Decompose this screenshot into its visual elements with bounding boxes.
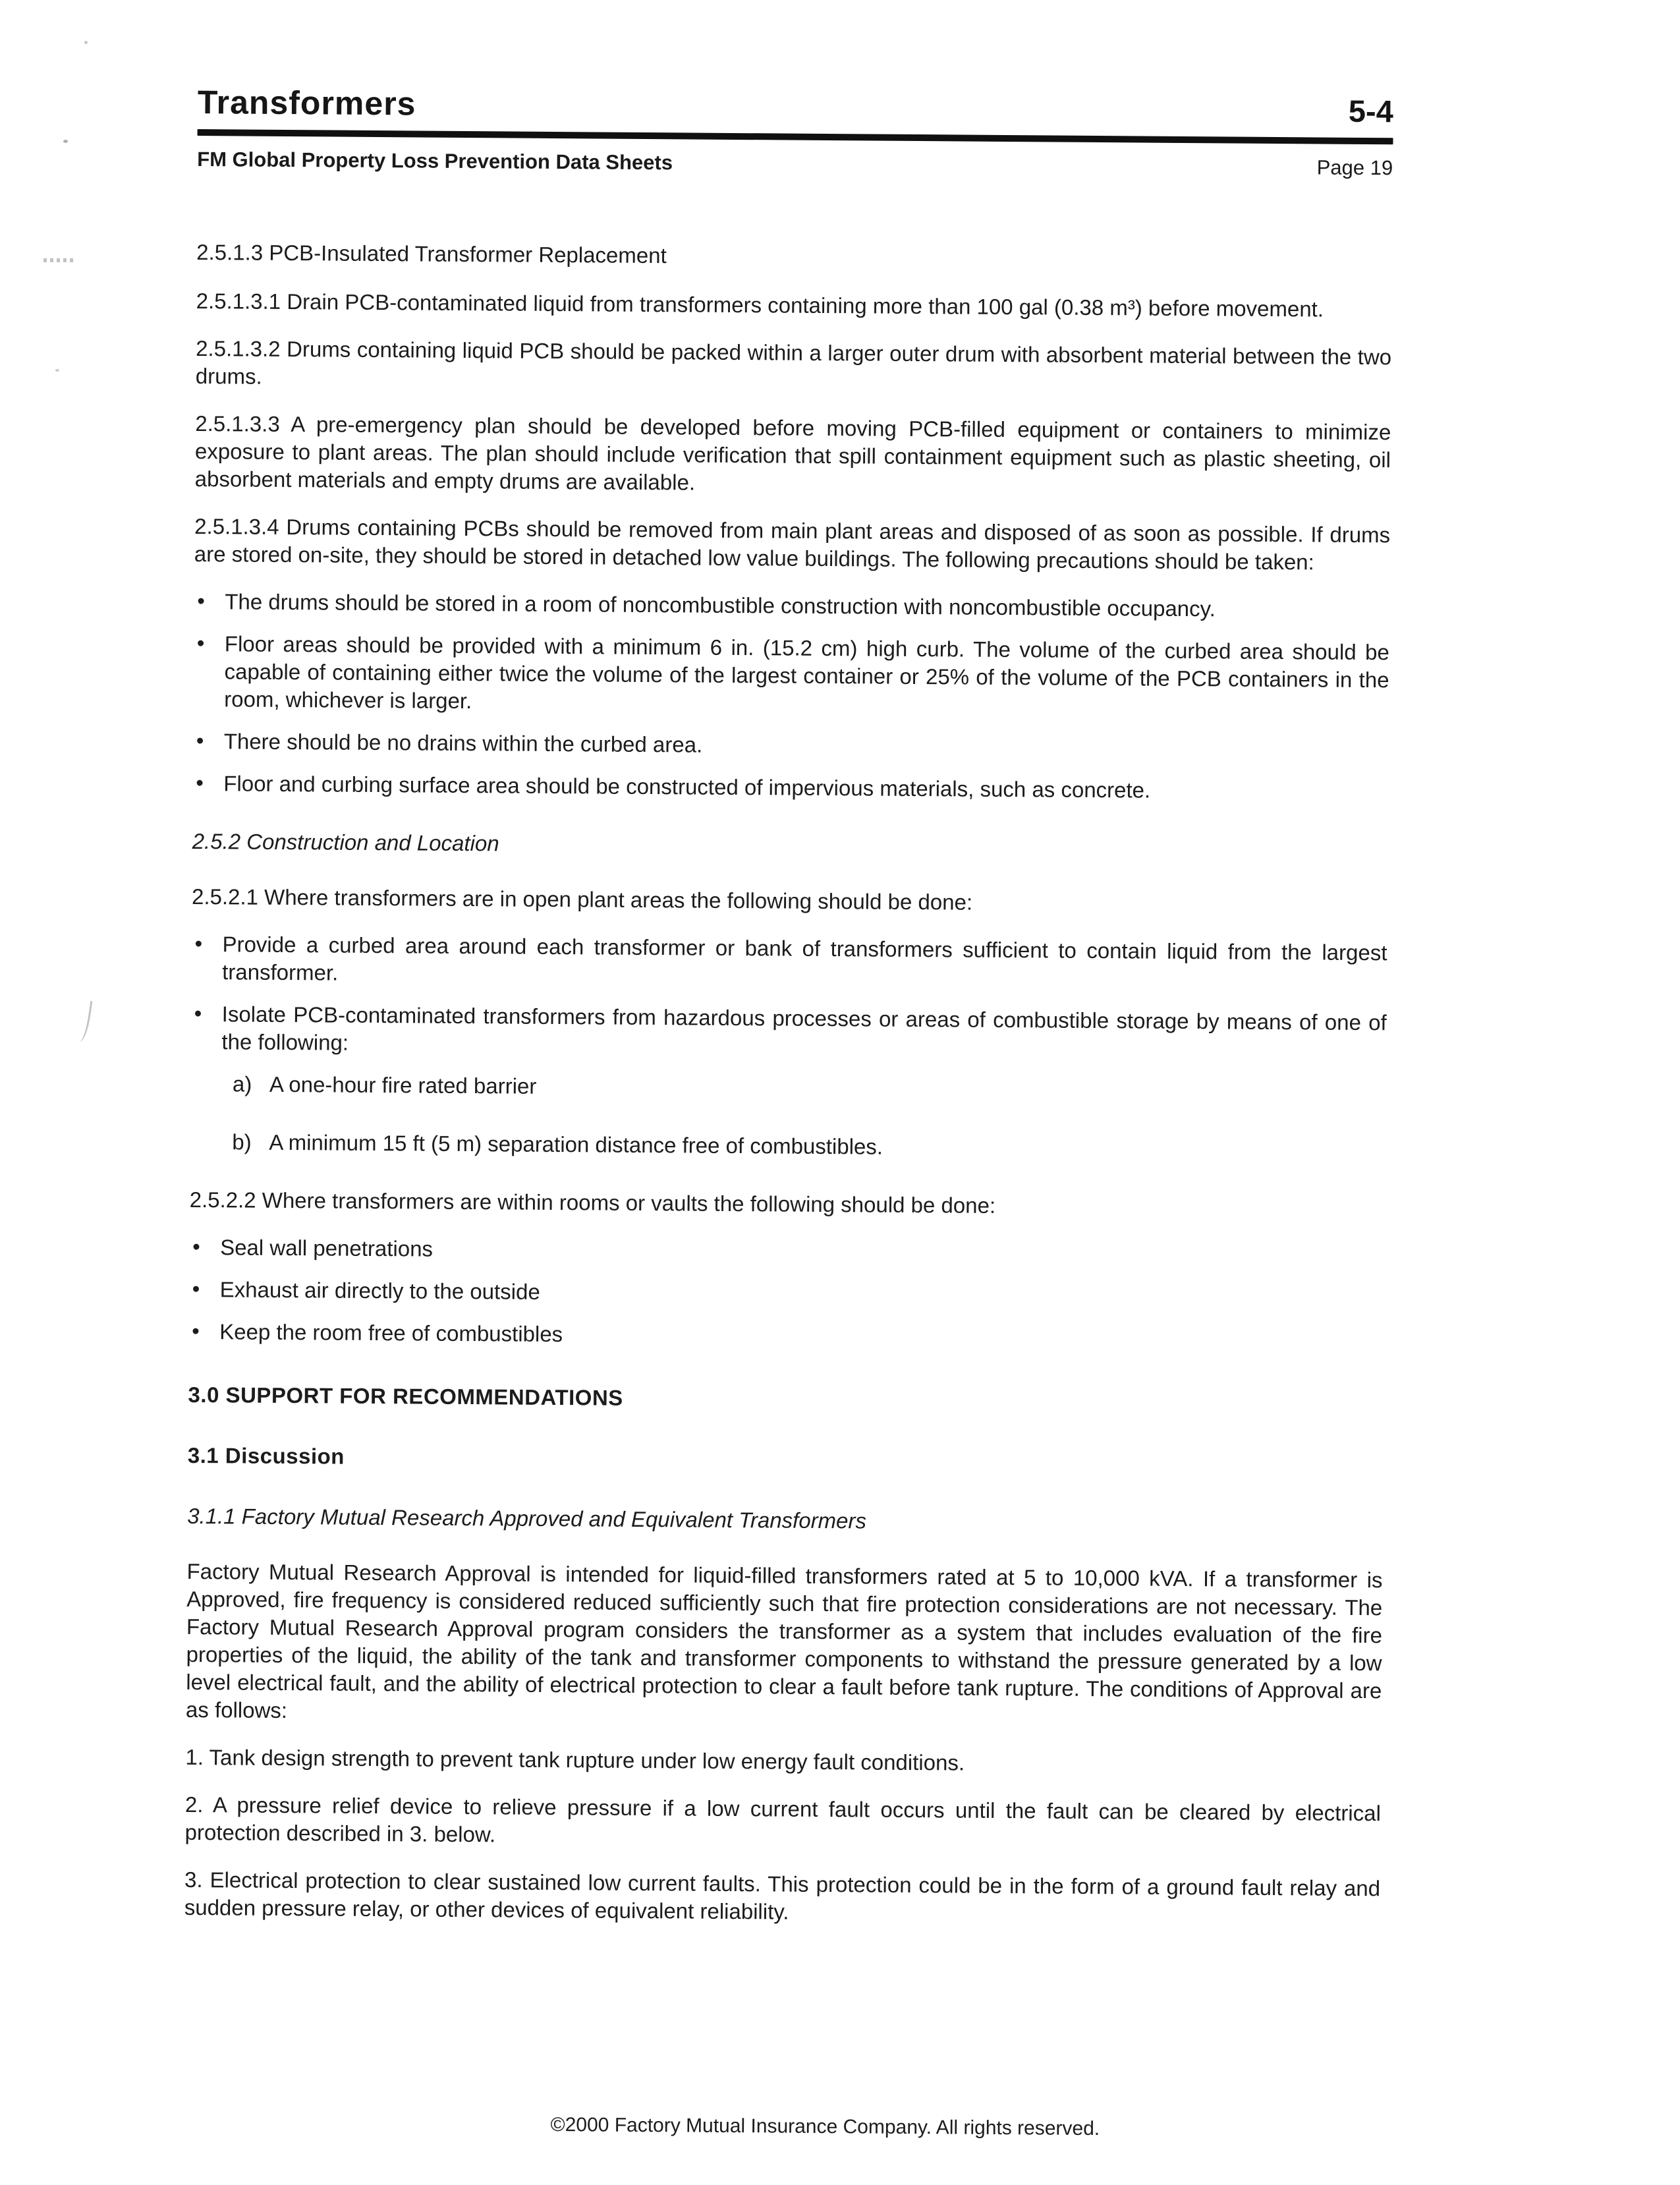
paragraph: 1. Tank design strength to prevent tank rupture under low energy fault conditions.: [185, 1744, 965, 1775]
lettered-item: [190, 1128, 1386, 1164]
letter-marker: a): [232, 1071, 252, 1096]
scan-artifact: [43, 258, 74, 262]
document-subtitle: FM Global Property Loss Prevention Data Sheets: [197, 147, 673, 175]
bullet-item: [190, 1000, 1387, 1064]
bullet-marker: •: [194, 1000, 202, 1026]
lettered-item: [190, 1070, 1386, 1106]
bullet-item: [193, 630, 1389, 722]
bullet-item: [191, 930, 1387, 994]
scan-artifact: [84, 41, 88, 44]
item-text: A one-hour fire rated barrier: [269, 1071, 537, 1098]
paragraph: 2.5.1.3.3 A pre-emergency plan should be developed before moving PCB-filled equipment or containers to minimize exposure to plant areas. The plan should include verification that spill containment equipment such as plastic sheeting, oil absorbent materials and empty drums are available.: [194, 411, 1391, 495]
item-text: Keep the room free of combustibles: [219, 1319, 563, 1347]
item-text: Isolate PCB-contaminated transformers from hazardous processes or areas of combustible storage by means of one of the following:: [221, 1002, 1387, 1055]
bullet-item: [188, 1318, 1384, 1354]
title-row: [198, 83, 1393, 130]
bullet-item: [193, 727, 1389, 764]
page-footer: [0, 2110, 1665, 2145]
paragraph: 2.5.2.2 Where transformers are within rooms or vaults the following should be done:: [189, 1187, 996, 1218]
item-text: Exhaust air directly to the outside: [219, 1277, 540, 1304]
paragraph: Factory Mutual Research Approval is intended for liquid-filled transformers rated at 5 to 10,000 kVA. If a transformer is Approved, fire frequency is considered reduced sufficiently such that fire protection considerations are not necessary. The Factory Mutual Research Approval program considers the transformer as a system that includes evaluation of the fire properties of the liquid, the ability of the tank and transformer components to withstand the pressure generated by a low level electrical fault, and the ability of electrical protection to clear a fault before tank rupture. The conditions of Approval are as follows:: [185, 1558, 1383, 1723]
letter-marker: b): [232, 1129, 252, 1154]
bullet-item: [192, 770, 1388, 806]
bullet-marker: •: [196, 770, 204, 795]
section-heading: 3.1 Discussion: [187, 1442, 345, 1469]
item-text: Floor and curbing surface area should be constructed of impervious materials, such as concrete.: [223, 771, 1151, 803]
bullet-marker: •: [192, 1318, 200, 1344]
bullet-marker: •: [197, 588, 206, 613]
scan-artifact: [55, 369, 59, 372]
item-text: Seal wall penetrations: [220, 1235, 434, 1261]
item-text: Floor areas should be provided with a minimum 6 in. (15.2 cm) high curb. The volume of the curbed area should be capable of containing either twice the volume of the largest container or 25% of the volume of the PCB containers in the room, whichever is larger.: [224, 631, 1389, 714]
page-number-label: Page 19: [1316, 156, 1393, 180]
page-header: [0, 0, 1680, 182]
paragraph: 2.5.2.1 Where transformers are in open plant areas the following should be done:: [191, 884, 973, 915]
copyright-notice: ©2000 Factory Mutual Insurance Company. All rights reserved.: [550, 2114, 1100, 2140]
bullet-marker: •: [194, 931, 203, 956]
paragraph: 3. Electrical protection to clear sustained low current faults. This protection could be in the form of a ground fault relay and sudden pressure relay, or other devices of equivalent reliability.: [184, 1867, 1381, 1924]
item-text: A minimum 15 ft (5 m) separation distance free of combustibles.: [269, 1129, 883, 1159]
header-divider: [198, 129, 1393, 144]
scan-artifact: [63, 140, 68, 143]
paragraph: 2. A pressure relief device to relieve pressure if a low current fault occurs until the fault can be cleared by electrical protection described in 3. below.: [184, 1792, 1382, 1847]
document-title: Transformers: [197, 84, 416, 123]
bullet-item: [189, 1276, 1385, 1312]
bullet-marker: •: [192, 1276, 200, 1301]
bullet-item: [194, 588, 1389, 624]
paragraph: 2.5.1.3.1 Drain PCB-contaminated liquid from transformers containing more than 100 gal (0.38 m³) before movement.: [196, 288, 1324, 322]
item-text: There should be no drains within the curbed area.: [223, 729, 703, 757]
section-heading: 3.1.1 Factory Mutual Research Approved and Equivalent Transformers: [187, 1503, 867, 1533]
item-text: Provide a curbed area around each transformer or bank of transformers sufficient to contain liquid from the largest transformer.: [222, 932, 1387, 985]
document-body: [184, 239, 1393, 1930]
item-text: The drums should be stored in a room of noncombustible construction with noncombustible occupancy.: [225, 589, 1216, 621]
bullet-item: [189, 1234, 1385, 1270]
paragraph: 2.5.1.3.2 Drums containing liquid PCB should be packed within a larger outer drum with absorbent material between the two drums.: [195, 335, 1392, 389]
paragraph: 2.5.1.3.4 Drums containing PCBs should be removed from main plant areas and disposed of as soon as possible. If drums are stored on-site, they should be stored in detached low value buildings. The following precautions should be taken:: [194, 513, 1391, 575]
bullet-marker: •: [196, 728, 204, 753]
section-heading: 2.5.2 Construction and Location: [192, 828, 499, 856]
subtitle-row: [197, 148, 1393, 180]
section-heading: 2.5.1.3 PCB-Insulated Transformer Replacement: [196, 239, 667, 268]
bullet-marker: •: [192, 1234, 200, 1259]
section-heading: 3.0 SUPPORT FOR RECOMMENDATIONS: [188, 1382, 623, 1410]
bullet-marker: •: [196, 631, 205, 656]
datasheet-number: 5-4: [1348, 93, 1394, 129]
